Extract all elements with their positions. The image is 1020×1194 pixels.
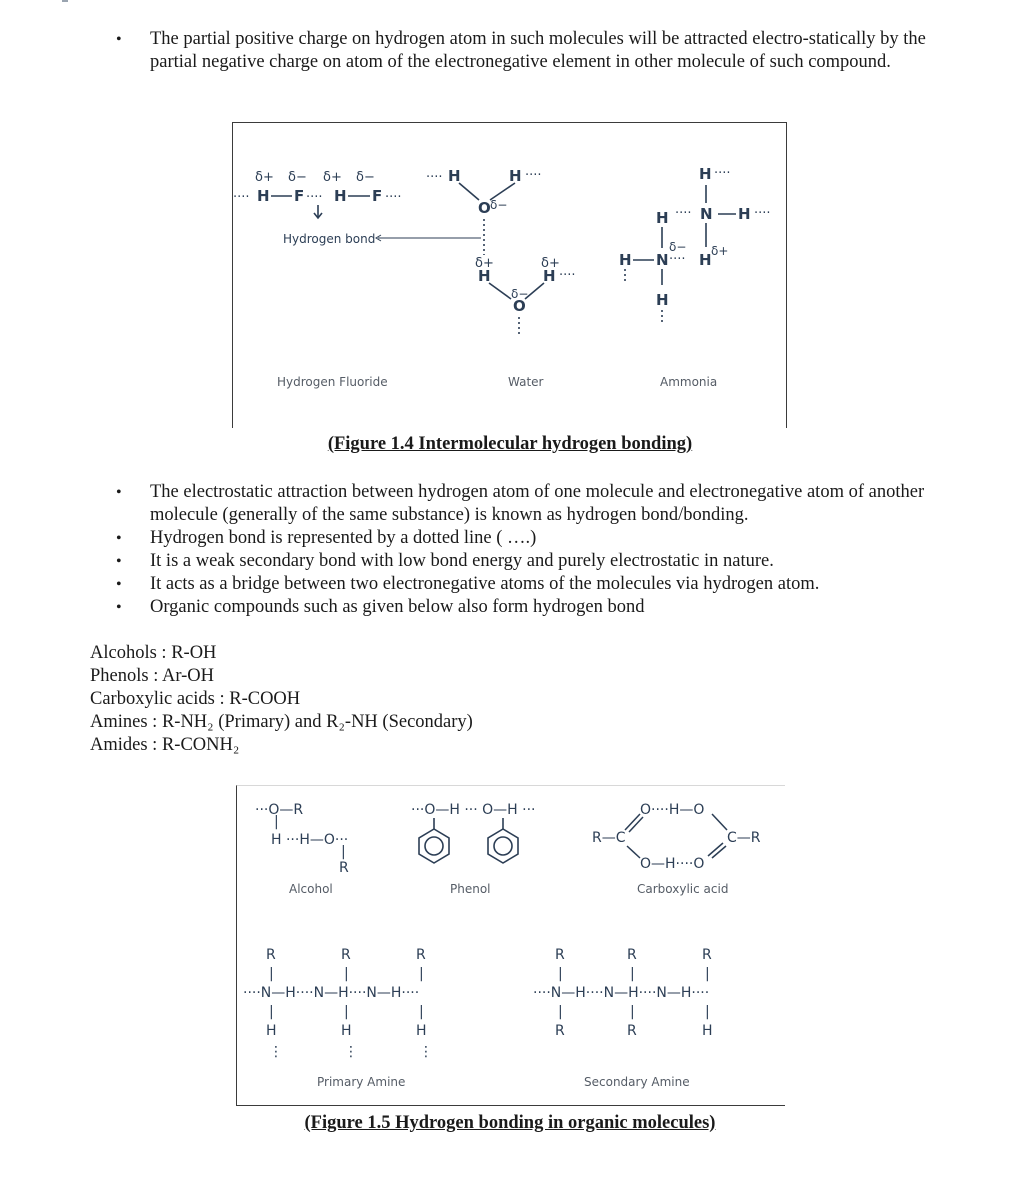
- svg-text:R: R: [266, 947, 276, 963]
- svg-text:O: O: [513, 297, 526, 315]
- bullet-item: • The partial positive charge on hydrogen atom in such molecules will be attracted electro-statically by the partial negative charge on atom of the electronegative element in other molecule of such compound.: [0, 28, 1020, 74]
- svg-text:|: |: [344, 966, 349, 982]
- svg-text:H: H: [738, 205, 751, 223]
- hf-chain: [233, 170, 402, 205]
- svg-text:H: H: [699, 165, 712, 183]
- svg-text:δ−: δ−: [288, 170, 307, 185]
- compound-alcohols: Alcohols : R-OH: [90, 643, 217, 663]
- svg-text:H: H: [266, 1023, 277, 1039]
- svg-text:H: H: [478, 267, 491, 285]
- svg-text:···O—H ··· O—H ···: ···O—H ··· O—H ···: [411, 802, 536, 818]
- svg-text:H: H: [448, 167, 461, 185]
- svg-text:|: |: [558, 1004, 563, 1020]
- svg-text:R: R: [627, 947, 637, 963]
- svg-text:δ+: δ+: [255, 170, 274, 185]
- bullet-item: • It is a weak secondary bond with low bond energy and purely electrostatic in nature.: [0, 550, 1020, 573]
- secondary-amine-label: Secondary Amine: [584, 1075, 690, 1089]
- svg-text:N: N: [700, 205, 713, 223]
- figure-1-5-caption: (Figure 1.5 Hydrogen bonding in organic molecules): [304, 1113, 716, 1133]
- svg-text:····: ····: [233, 190, 250, 205]
- compound-phenols: Phenols : Ar-OH: [90, 666, 214, 686]
- svg-text:|: |: [705, 966, 710, 982]
- compound-list: [90, 642, 473, 757]
- primary-amine-label: Primary Amine: [317, 1075, 406, 1089]
- svg-text:O—H····O: O—H····O: [640, 856, 705, 872]
- svg-text:R: R: [555, 1023, 565, 1039]
- bullet-item: • The electrostatic attraction between hydrogen atom of one molecule and electronegative atom of another molecule (generally of the same substance) is known as hydrogen bond/bonding.: [0, 481, 1020, 527]
- svg-text:R: R: [341, 947, 351, 963]
- svg-text:⋮: ⋮: [269, 1044, 283, 1060]
- svg-text:···O—R: ···O—R: [255, 802, 304, 818]
- svg-text:δ+: δ+: [711, 244, 729, 258]
- ammonia-label: Ammonia: [660, 375, 718, 389]
- svg-text:O····H—O: O····H—O: [640, 802, 705, 818]
- svg-text:H: H: [656, 209, 669, 227]
- water-label: Water: [508, 375, 544, 389]
- page-edge-mark: [62, 0, 68, 2]
- svg-text:δ+: δ+: [475, 256, 494, 271]
- svg-text:⋮: ⋮: [344, 1044, 358, 1060]
- svg-text:····: ····: [306, 190, 323, 205]
- svg-text:····: ····: [426, 170, 443, 185]
- svg-text:δ+: δ+: [323, 170, 342, 185]
- secondary-amine-structure: [533, 947, 713, 1039]
- svg-text:R: R: [416, 947, 426, 963]
- svg-text:F: F: [372, 187, 383, 205]
- ammonia-cluster: [619, 165, 771, 323]
- phenol-structure: [411, 802, 536, 863]
- figure-1-5: [236, 785, 785, 1106]
- svg-text:R: R: [627, 1023, 637, 1039]
- svg-text:H: H: [509, 167, 522, 185]
- bullet-item: • It acts as a bridge between two electronegative atoms of the molecules via hydrogen atom.: [0, 573, 1020, 596]
- phenol-label: Phenol: [450, 882, 491, 896]
- svg-text:····: ····: [385, 190, 402, 205]
- svg-text:R: R: [339, 860, 349, 876]
- hbond-label: Hydrogen bond: [283, 232, 376, 246]
- svg-text:····N—H····N—H····N—H····: ····N—H····N—H····N—H····: [243, 985, 420, 1001]
- svg-text:|: |: [274, 814, 279, 830]
- bullet-list-bottom: [0, 481, 1020, 619]
- svg-text:H: H: [543, 267, 556, 285]
- bullet-item: • Organic compounds such as given below also form hydrogen bond: [0, 596, 1020, 619]
- svg-text:|: |: [341, 844, 346, 860]
- svg-text:δ−: δ−: [511, 287, 529, 301]
- svg-text:H: H: [257, 187, 270, 205]
- svg-text:N: N: [656, 251, 669, 269]
- svg-text:O: O: [478, 199, 491, 217]
- bullet-list-top: [0, 28, 1020, 74]
- svg-text:|: |: [630, 966, 635, 982]
- hf-label: Hydrogen Fluoride: [277, 375, 388, 389]
- compound-amines: Amines : R-NH₂ (Primary) and R₂-NH (Secondary): [90, 712, 473, 732]
- svg-text:H: H: [699, 251, 712, 269]
- svg-text:C—R: C—R: [727, 830, 761, 846]
- svg-text:····: ····: [754, 206, 771, 221]
- svg-text:δ−: δ−: [356, 170, 375, 185]
- svg-text:δ+: δ+: [541, 256, 560, 271]
- svg-text:H: H: [334, 187, 347, 205]
- water-cluster: [426, 167, 576, 335]
- svg-text:····: ····: [669, 252, 686, 267]
- svg-text:····: ····: [675, 206, 692, 221]
- svg-text:H: H: [416, 1023, 427, 1039]
- svg-text:····: ····: [714, 166, 731, 181]
- svg-text:|: |: [269, 966, 274, 982]
- svg-text:····: ····: [525, 168, 542, 183]
- alcohol-structure: [255, 802, 349, 876]
- alcohol-label: Alcohol: [289, 882, 333, 896]
- svg-text:δ−: δ−: [669, 240, 687, 254]
- svg-text:|: |: [630, 1004, 635, 1020]
- svg-text:····N—H····N—H····N—H····: ····N—H····N—H····N—H····: [533, 985, 710, 1001]
- svg-text:H: H: [656, 291, 669, 309]
- svg-text:δ−: δ−: [490, 198, 508, 212]
- svg-text:H: H: [341, 1023, 352, 1039]
- figure-1-4: [232, 122, 787, 428]
- svg-text:R—C: R—C: [592, 830, 626, 846]
- svg-text:R: R: [702, 947, 712, 963]
- bullet-item: • Hydrogen bond is represented by a dotted line ( ….): [0, 527, 1020, 550]
- svg-text:H: H: [702, 1023, 713, 1039]
- compound-amides: Amides : R-CONH₂: [90, 735, 240, 755]
- carboxylic-label: Carboxylic acid: [637, 882, 729, 896]
- svg-text:····: ····: [559, 268, 576, 283]
- organic-hbond-diagram: [237, 786, 785, 1105]
- svg-text:|: |: [419, 1004, 424, 1020]
- svg-text:H: H: [619, 251, 632, 269]
- svg-text:⋮: ⋮: [419, 1044, 433, 1060]
- svg-text:|: |: [419, 966, 424, 982]
- figure-1-4-caption: (Figure 1.4 Intermolecular hydrogen bonding): [327, 434, 693, 454]
- primary-amine-structure: [243, 947, 433, 1060]
- svg-text:H ···H—O···: H ···H—O···: [271, 832, 349, 848]
- compound-carboxylic: Carboxylic acids : R-COOH: [90, 689, 301, 709]
- svg-text:R: R: [555, 947, 565, 963]
- svg-text:|: |: [344, 1004, 349, 1020]
- svg-text:|: |: [269, 1004, 274, 1020]
- svg-text:|: |: [558, 966, 563, 982]
- hydrogen-bonding-diagram: [233, 123, 786, 428]
- svg-text:|: |: [705, 1004, 710, 1020]
- svg-text:F: F: [294, 187, 305, 205]
- carboxylic-structure: [592, 802, 761, 872]
